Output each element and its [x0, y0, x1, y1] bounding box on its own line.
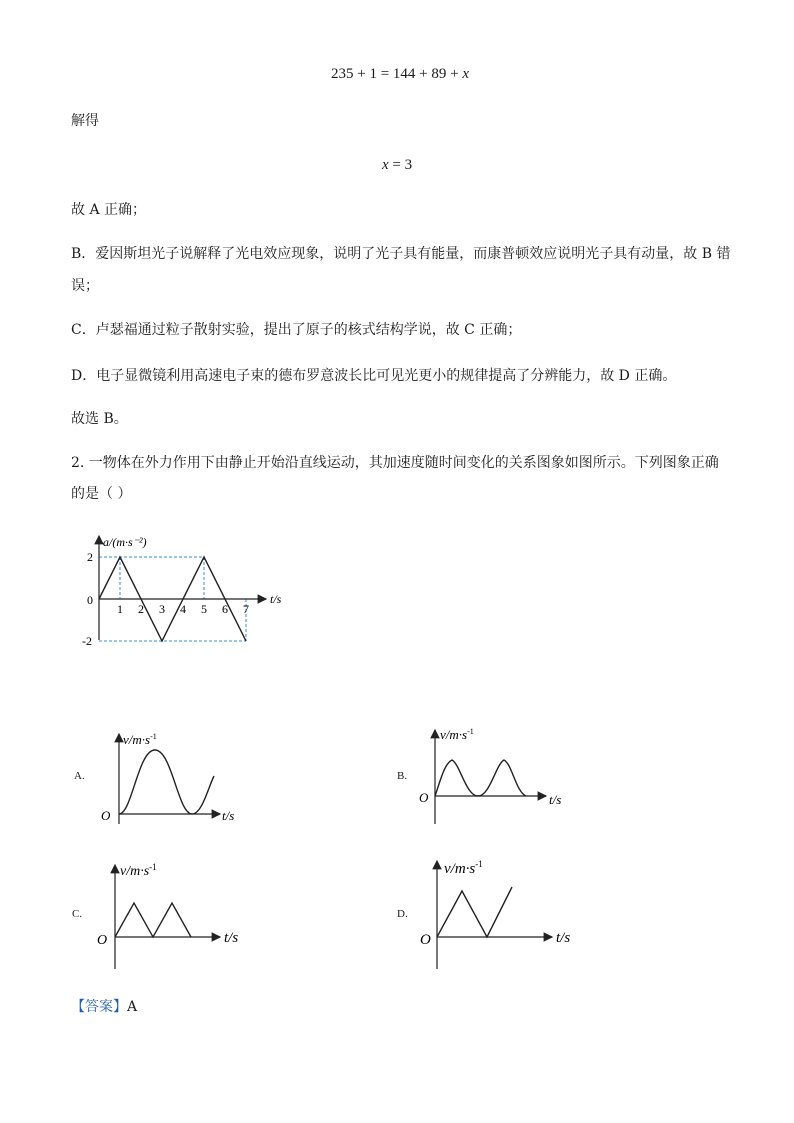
option-a-label: A. [74, 770, 85, 782]
answer-line [71, 997, 137, 1017]
equation-solution [382, 157, 412, 174]
equation-lhs: 235 + 1 = 144 + 89 + [331, 66, 463, 82]
equation-variable: x [462, 66, 470, 82]
question2-line2: 的是（ ） [71, 486, 132, 502]
option-b-curve [435, 760, 526, 796]
option-a-origin: O [101, 808, 111, 823]
question2-line1: 2. 一物体在外力作用下由静止开始沿直线运动，其加速度随时间变化的关系图象如图所示。下列图象正确 [71, 455, 719, 471]
option-c-origin: O [97, 933, 108, 948]
option-b-t-label: t/s [549, 792, 562, 807]
answer-bracket: 【答案】 [71, 999, 127, 1015]
option-c-graph [96, 855, 256, 973]
option-d-v-label: v/m·s [444, 861, 476, 877]
svg-text:v/m·s-1: $v/m\cdot s^{-1}$ [440, 727, 474, 742]
line-a-correct: 故 A 正确； [71, 202, 147, 218]
line-b-2: 误； [71, 278, 99, 294]
option-b-graph [416, 722, 576, 828]
option-a-t-label: t/s [222, 808, 235, 823]
option-c-curve [115, 903, 191, 937]
option-c-t-label: t/s [224, 930, 239, 946]
option-c-label: C. [72, 908, 83, 920]
solution-value: = 3 [388, 157, 413, 173]
option-d-curve [437, 887, 512, 937]
option-b-label: B. [397, 770, 408, 782]
line-choose: 故选 B。 [71, 411, 128, 427]
equation-reaction [331, 66, 469, 83]
acceleration-chart [80, 528, 310, 658]
line-c: C．卢瑟福通过粒子散射实验，提出了原子的核式结构学说，故 C 正确； [71, 322, 522, 338]
answer-value: A [127, 999, 138, 1015]
option-b-origin: O [419, 790, 429, 805]
x-tick-label: 3 [159, 602, 165, 616]
option-a-curve [119, 750, 214, 814]
y-tick-label: -2 [82, 634, 92, 648]
option-d-t-label: t/s [556, 930, 571, 946]
x-tick-label: 4 [180, 602, 186, 616]
x-tick-label: 7 [243, 602, 249, 616]
solution-variable: x [382, 157, 389, 173]
y-axis-label: a/(m·s⁻²) [103, 535, 147, 549]
option-d-label: D. [397, 908, 408, 920]
svg-text:v/m·s-1: $v/m\cdot s^{-1}$ [444, 859, 483, 877]
line-d: D．电子显微镜利用高速电子束的德布罗意波长比可见光更小的规律提高了分辨能力，故 D 正确。 [71, 368, 677, 384]
solve-label: 解得 [71, 113, 99, 129]
option-a-graph [100, 728, 250, 828]
x-tick-label: 0 [87, 593, 93, 607]
option-b-v-label: v/m·s [440, 727, 468, 742]
svg-text:v/m·s-1: $v/m\cdot s^{-1}$ [120, 862, 157, 879]
svg-text:v/m·s-1: $v/m\cdot s^{-1}$ [123, 732, 157, 747]
x-tick-label: 1 [117, 602, 123, 616]
x-tick-label: 2 [138, 602, 144, 616]
x-axis-label: t/s [270, 592, 282, 606]
option-a-v-label: v/m·s [123, 732, 151, 747]
y-tick-label: 2 [87, 550, 93, 564]
x-tick-label: 6 [222, 602, 228, 616]
line-b-1: B．爱因斯坦光子说解释了光电效应现象，说明了光子具有能量，而康普顿效应说明光子具有动量，故 B 错 [71, 246, 731, 262]
option-d-graph [418, 853, 583, 973]
x-tick-label: 5 [201, 602, 207, 616]
option-d-origin: O [420, 932, 431, 948]
option-c-v-label: v/m·s [120, 864, 150, 879]
